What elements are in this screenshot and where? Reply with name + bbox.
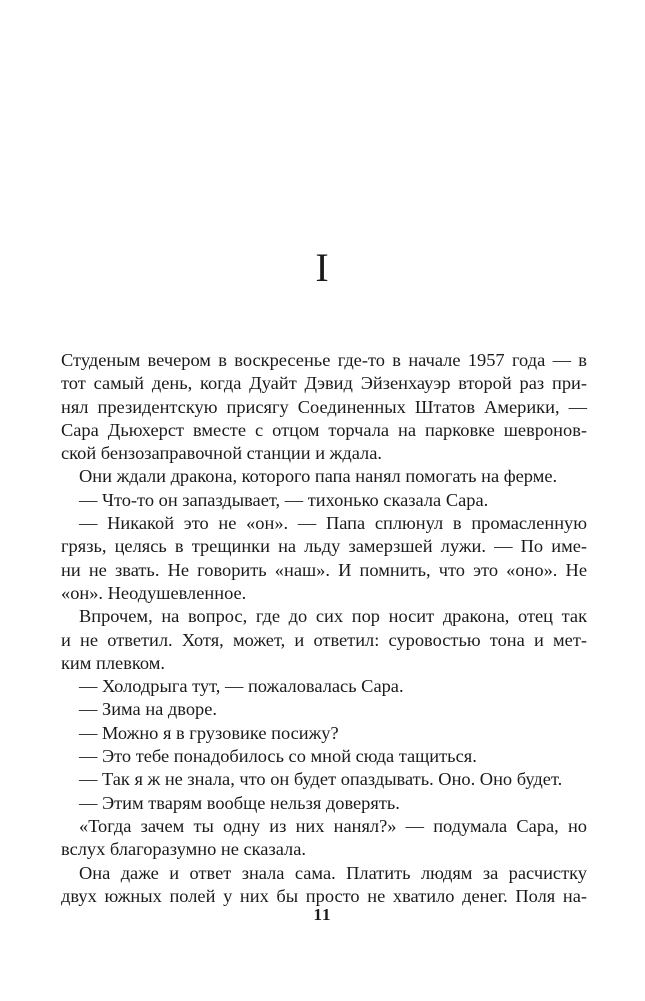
text-line: двух южных полей у них бы просто не хватило денег. Поля на- <box>61 885 587 906</box>
text-line: ким плевком. <box>61 652 165 673</box>
text-line: — Этим тварям вообще нельзя доверять. <box>79 792 400 813</box>
text-line: — Что-то он запаздывает, — тихонько сказала Сара. <box>79 489 489 510</box>
text-line: «Тогда зачем ты одну из них нанял?» — подумала Сара, но <box>79 815 587 836</box>
text-line: — Холодрыга тут, — пожаловалась Сара. <box>79 676 404 697</box>
text-line: — Это тебе понадобилось со мной сюда тащиться. <box>79 746 477 767</box>
text-line: Она даже и ответ знала сама. Платить людям за расчистку <box>79 862 587 883</box>
text-line: — Зима на дворе. <box>79 699 217 720</box>
chapter-number: I <box>315 245 330 290</box>
text-line: и не ответил. Хотя, может, и ответил: суровостью тона и мет- <box>61 629 587 650</box>
text-line: нял президентскую присягу Соединенных Штатов Америки, — <box>61 396 587 417</box>
text-line: Сара Дьюхерст вместе с отцом торчала на парковке шевронов- <box>61 419 587 440</box>
text-line: — Можно я в грузовике посижу? <box>79 722 339 743</box>
text-line: ской бензозаправочной станции и ждала. <box>61 443 382 464</box>
text-line: «он». Неодушевленное. <box>61 582 247 603</box>
text-line: Студеным вечером в воскресенье где-то в начале 1957 года — в <box>61 350 587 370</box>
text-line: грязь, целясь в трещинки на льду замерзшей лужи. — По име- <box>61 536 587 557</box>
text-line: Они ждали дракона, которого папа нанял помогать на ферме. <box>79 466 558 487</box>
text-line: Впрочем, на вопрос, где до сих пор носит дракона, отец так <box>79 606 587 627</box>
page-number: 11 <box>313 905 332 924</box>
body-text <box>61 349 587 908</box>
text-line: тот самый день, когда Дуайт Дэвид Эйзенхауэр второй раз при- <box>61 373 587 394</box>
text-line: вслух благоразумно не сказала. <box>61 839 306 860</box>
text-line: — Так я ж не знала, что он будет опаздывать. Оно. Оно будет. <box>79 769 563 790</box>
text-line: — Никакой это не «он». — Папа сплюнул в промасленную <box>79 513 587 534</box>
text-line: ни не звать. Не говорить «наш». И помнить, что это «оно». Не <box>61 559 587 580</box>
